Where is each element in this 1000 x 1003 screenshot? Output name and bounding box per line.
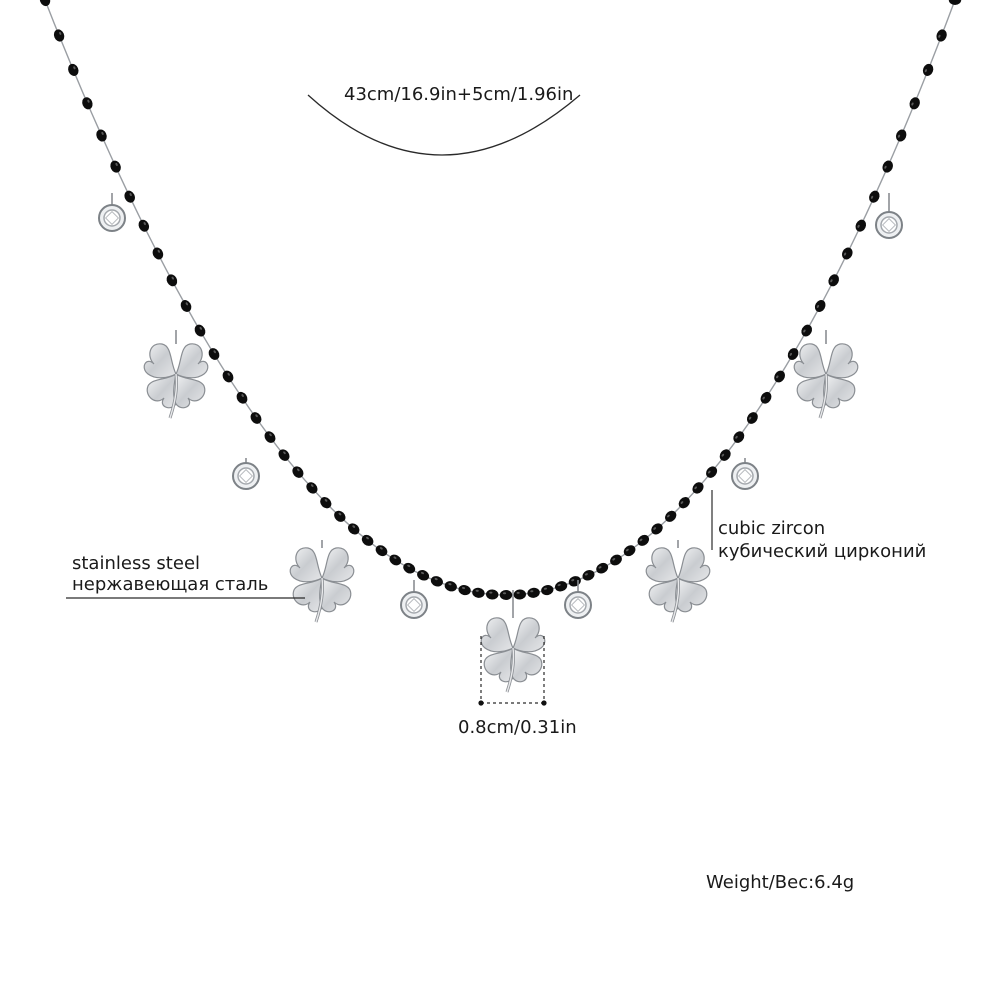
bead [935, 28, 949, 43]
clover-pendant [290, 548, 354, 622]
zircon-stone [401, 592, 427, 618]
zircon-stone [732, 463, 758, 489]
bead [374, 543, 390, 558]
bead [387, 552, 403, 567]
weight-label: Weight/Вес:6.4g [706, 872, 855, 893]
bead [457, 584, 471, 597]
bead [840, 246, 854, 262]
bead [772, 369, 787, 385]
bead [908, 96, 922, 111]
zircon-stone [876, 212, 902, 238]
bead [248, 410, 263, 426]
bead [581, 568, 597, 582]
bead [854, 218, 868, 233]
bead [123, 189, 137, 204]
bead [206, 346, 221, 362]
bead [193, 323, 208, 339]
bead [608, 552, 624, 567]
bead [52, 28, 66, 43]
stone-label-ru: кубический цирконий [718, 541, 927, 562]
zircon-stone [99, 205, 125, 231]
bead [949, 0, 961, 5]
bead [758, 390, 773, 406]
bead [262, 429, 277, 445]
bead [513, 589, 526, 600]
bead [94, 128, 108, 143]
bead [234, 390, 249, 406]
bead [38, 0, 52, 8]
material-label-en: stainless steel [72, 553, 201, 574]
bead [867, 189, 881, 204]
stone-label-en: cubic zircon [718, 518, 826, 539]
bead [567, 574, 582, 588]
bead [401, 561, 417, 576]
zircon-stone [565, 592, 591, 618]
bead [486, 589, 499, 600]
bead [429, 574, 444, 588]
bead [813, 298, 828, 314]
bead [360, 533, 376, 549]
bead [443, 580, 458, 593]
bead [594, 561, 610, 576]
bead [554, 580, 569, 593]
clover-pendant [646, 548, 710, 622]
bead [826, 273, 841, 289]
bead [717, 447, 733, 463]
pendant-width-label: 0.8cm/0.31in [458, 717, 577, 738]
bead [80, 96, 94, 111]
bead [137, 218, 151, 234]
bead [540, 584, 554, 597]
pendant-group [99, 193, 902, 692]
clover-pendant [144, 344, 208, 418]
bead [500, 590, 512, 600]
bead [415, 568, 430, 582]
bead [108, 159, 122, 174]
bead [622, 543, 638, 558]
width-dot-left [478, 700, 483, 705]
clover-pendant [794, 344, 858, 418]
material-label-ru: нержавеющая сталь [72, 574, 269, 595]
bead [894, 128, 908, 143]
bead [472, 587, 486, 599]
zircon-stone [233, 463, 259, 489]
bead [745, 410, 760, 426]
bead [881, 159, 895, 174]
length-label: 43cm/16.9in+5cm/1.96in [344, 84, 574, 105]
bead [151, 246, 166, 262]
bead [66, 62, 80, 77]
bead [179, 298, 194, 314]
bead [731, 429, 746, 445]
bead [165, 272, 180, 288]
bead [220, 369, 235, 385]
width-dot-right [541, 700, 546, 705]
bead [527, 587, 541, 599]
clover-pendant-center [481, 618, 545, 692]
bead [276, 447, 292, 463]
bead [786, 346, 801, 362]
bead [799, 323, 814, 339]
bead [921, 62, 935, 77]
